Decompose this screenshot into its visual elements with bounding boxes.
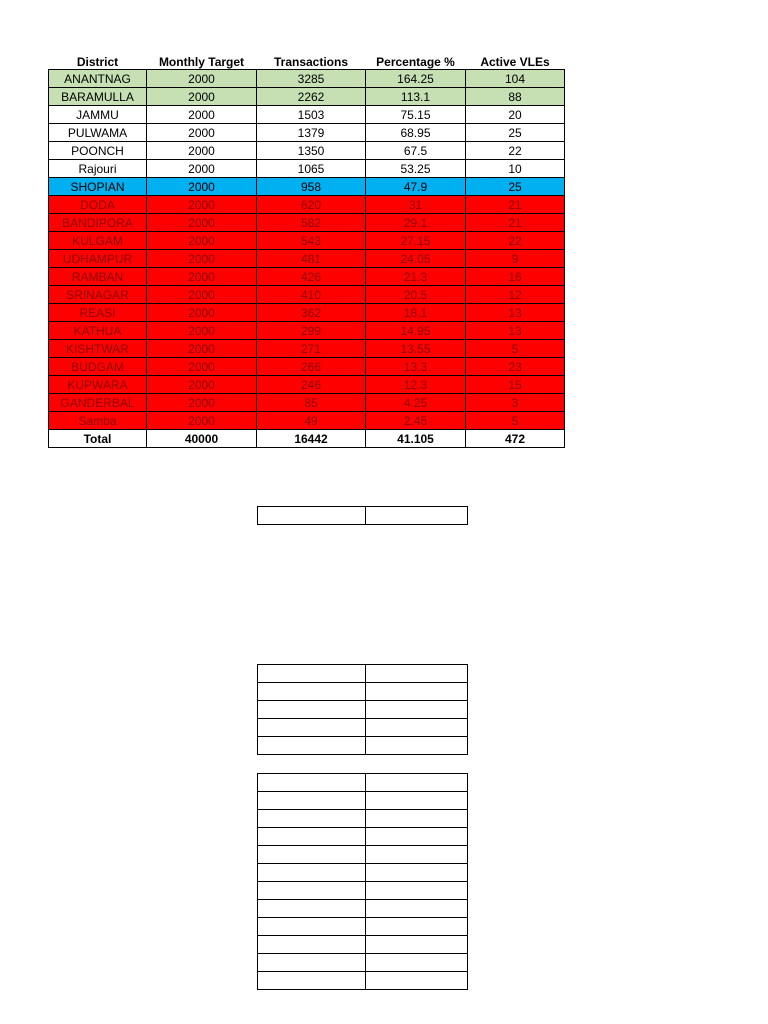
percentage-cell: 20.5 (366, 286, 466, 304)
empty-cell (366, 683, 468, 701)
transactions-cell: 246 (257, 376, 366, 394)
percentage-cell: 24.05 (366, 250, 466, 268)
empty-cell (366, 774, 468, 792)
district-cell: BARAMULLA (49, 88, 147, 106)
target-cell: 2000 (147, 358, 257, 376)
header-district: District (76, 55, 119, 69)
transactions-cell: 410 (257, 286, 366, 304)
empty-grid-row (258, 954, 468, 972)
target-cell: 2000 (147, 376, 257, 394)
empty-grid-row (258, 972, 468, 990)
vles-cell: 22 (466, 232, 565, 250)
transactions-cell: 543 (257, 232, 366, 250)
empty-cell (258, 737, 366, 755)
percentage-cell: 13.3 (366, 358, 466, 376)
vles-cell: 21 (466, 196, 565, 214)
percentage-cell: 31 (366, 196, 466, 214)
target-cell: 2000 (147, 88, 257, 106)
district-cell: KATHUA (49, 322, 147, 340)
vles-cell: 22 (466, 142, 565, 160)
vles-cell: 88 (466, 88, 565, 106)
vles-cell: 3 (466, 394, 565, 412)
target-cell: 2000 (147, 124, 257, 142)
percentage-cell: 2.45 (366, 412, 466, 430)
empty-cell (258, 701, 366, 719)
vles-cell: 9 (466, 250, 565, 268)
empty-grid-row (258, 882, 468, 900)
empty-cell (258, 719, 366, 737)
empty-cell (366, 900, 468, 918)
district-cell: JAMMU (49, 106, 147, 124)
target-cell: 2000 (147, 304, 257, 322)
vles-cell: 25 (466, 178, 565, 196)
table-row (49, 124, 565, 142)
empty-cell (366, 828, 468, 846)
target-cell: 2000 (147, 178, 257, 196)
district-cell: BUDGAM (49, 358, 147, 376)
table-row (49, 250, 565, 268)
empty-cell (366, 972, 468, 990)
transactions-cell: 3285 (257, 70, 366, 88)
vles-cell: 5 (466, 340, 565, 358)
table-body (49, 70, 565, 430)
empty-grid-large (257, 773, 468, 990)
empty-cell (258, 936, 366, 954)
vles-cell: 20 (466, 106, 565, 124)
table-row (49, 178, 565, 196)
transactions-cell: 1350 (257, 142, 366, 160)
vles-cell: 12 (466, 286, 565, 304)
empty-grid-medium (257, 664, 468, 755)
empty-grid-row (258, 864, 468, 882)
empty-cell (258, 828, 366, 846)
target-cell: 2000 (147, 232, 257, 250)
district-cell: SRINAGAR (49, 286, 147, 304)
empty-grid-row (258, 918, 468, 936)
target-cell: 2000 (147, 142, 257, 160)
vles-cell: 13 (466, 322, 565, 340)
target-cell: 2000 (147, 106, 257, 124)
empty-grid-small (257, 506, 468, 525)
target-cell: 2000 (147, 70, 257, 88)
header-monthly-target: Monthly Target (158, 55, 245, 69)
table-row (49, 232, 565, 250)
table-row (49, 412, 565, 430)
empty-cell (258, 774, 366, 792)
empty-cell (366, 846, 468, 864)
transactions-cell: 271 (257, 340, 366, 358)
percentage-cell: 47.9 (366, 178, 466, 196)
empty-cell (366, 882, 468, 900)
empty-grid-row (258, 936, 468, 954)
target-cell: 2000 (147, 214, 257, 232)
empty-grid-row (258, 683, 468, 701)
empty-cell (258, 864, 366, 882)
total-percentage: 41.105 (366, 430, 466, 448)
transactions-cell: 85 (257, 394, 366, 412)
vles-cell: 16 (466, 268, 565, 286)
district-cell: DODA (49, 196, 147, 214)
table-row (49, 196, 565, 214)
district-cell: GANDERBAL (49, 394, 147, 412)
district-cell: UDHAMPUR (49, 250, 147, 268)
empty-cell (258, 954, 366, 972)
empty-cell (366, 936, 468, 954)
empty-grid-row (258, 900, 468, 918)
empty-grid-row (258, 810, 468, 828)
empty-cell (366, 792, 468, 810)
total-transactions: 16442 (257, 430, 366, 448)
total-label: Total (49, 430, 147, 448)
percentage-cell: 13.55 (366, 340, 466, 358)
table-row (49, 214, 565, 232)
target-cell: 2000 (147, 322, 257, 340)
empty-grid-row (258, 507, 468, 525)
transactions-cell: 1379 (257, 124, 366, 142)
table-row (49, 88, 565, 106)
table-row (49, 304, 565, 322)
district-cell: KUPWARA (49, 376, 147, 394)
total-row (49, 430, 565, 448)
district-cell: SHOPIAN (49, 178, 147, 196)
district-cell: KISHTWAR (49, 340, 147, 358)
transactions-cell: 362 (257, 304, 366, 322)
transactions-cell: 1065 (257, 160, 366, 178)
district-cell: REASI (49, 304, 147, 322)
empty-grid-row (258, 665, 468, 683)
empty-cell (258, 882, 366, 900)
table-row (49, 376, 565, 394)
district-cell: Rajouri (49, 160, 147, 178)
vles-cell: 21 (466, 214, 565, 232)
percentage-cell: 68.95 (366, 124, 466, 142)
district-cell: POONCH (49, 142, 147, 160)
empty-grid-row (258, 701, 468, 719)
empty-cell (366, 810, 468, 828)
target-cell: 2000 (147, 412, 257, 430)
empty-cell (366, 864, 468, 882)
empty-cell (258, 972, 366, 990)
total-target: 40000 (147, 430, 257, 448)
transactions-cell: 582 (257, 214, 366, 232)
header-transactions: Transactions (273, 55, 349, 69)
empty-cell (258, 846, 366, 864)
empty-grid-row (258, 719, 468, 737)
empty-cell (258, 792, 366, 810)
percentage-cell: 164.25 (366, 70, 466, 88)
empty-cell (366, 737, 468, 755)
district-cell: ANANTNAG (49, 70, 147, 88)
empty-cell (258, 900, 366, 918)
header-row (49, 52, 565, 70)
percentage-cell: 29.1 (366, 214, 466, 232)
target-cell: 2000 (147, 196, 257, 214)
vles-cell: 25 (466, 124, 565, 142)
table-row (49, 70, 565, 88)
table-row (49, 106, 565, 124)
table-row (49, 160, 565, 178)
vles-cell: 10 (466, 160, 565, 178)
vles-cell: 104 (466, 70, 565, 88)
empty-cell (366, 954, 468, 972)
percentage-cell: 18.1 (366, 304, 466, 322)
percentage-cell: 67.5 (366, 142, 466, 160)
empty-cell (366, 918, 468, 936)
transactions-cell: 49 (257, 412, 366, 430)
district-cell: KULGAM (49, 232, 147, 250)
empty-cell (258, 683, 366, 701)
percentage-cell: 14.95 (366, 322, 466, 340)
table-row (49, 286, 565, 304)
transactions-cell: 958 (257, 178, 366, 196)
table-row (49, 142, 565, 160)
table-row (49, 268, 565, 286)
empty-cell (258, 810, 366, 828)
percentage-cell: 27.15 (366, 232, 466, 250)
total-vles: 472 (466, 430, 565, 448)
vles-cell: 5 (466, 412, 565, 430)
transactions-cell: 426 (257, 268, 366, 286)
table-row (49, 394, 565, 412)
district-cell: Samba (49, 412, 147, 430)
percentage-cell: 21.3 (366, 268, 466, 286)
percentage-cell: 113.1 (366, 88, 466, 106)
percentage-cell: 4.25 (366, 394, 466, 412)
target-cell: 2000 (147, 268, 257, 286)
percentage-cell: 12.3 (366, 376, 466, 394)
transactions-cell: 481 (257, 250, 366, 268)
empty-grid-row (258, 737, 468, 755)
empty-grid-row (258, 792, 468, 810)
vles-cell: 13 (466, 304, 565, 322)
district-cell: PULWAMA (49, 124, 147, 142)
empty-cell (258, 665, 366, 683)
transactions-cell: 299 (257, 322, 366, 340)
empty-cell (258, 507, 366, 525)
empty-grid-row (258, 774, 468, 792)
empty-cell (258, 918, 366, 936)
district-transactions-table (48, 52, 565, 448)
table-row (49, 358, 565, 376)
empty-cell (366, 719, 468, 737)
target-cell: 2000 (147, 340, 257, 358)
target-cell: 2000 (147, 394, 257, 412)
district-cell: BANDIPORA (49, 214, 147, 232)
target-cell: 2000 (147, 250, 257, 268)
target-cell: 2000 (147, 286, 257, 304)
percentage-cell: 75.15 (366, 106, 466, 124)
header-percentage: Percentage % (376, 55, 455, 69)
header-active-vles: Active VLEs (480, 55, 550, 69)
transactions-cell: 2262 (257, 88, 366, 106)
percentage-cell: 53.25 (366, 160, 466, 178)
empty-cell (366, 665, 468, 683)
transactions-cell: 620 (257, 196, 366, 214)
table-row (49, 340, 565, 358)
target-cell: 2000 (147, 160, 257, 178)
empty-cell (366, 507, 468, 525)
empty-grid-row (258, 828, 468, 846)
district-cell: RAMBAN (49, 268, 147, 286)
empty-cell (366, 701, 468, 719)
empty-grid-row (258, 846, 468, 864)
vles-cell: 23 (466, 358, 565, 376)
table-row (49, 322, 565, 340)
transactions-cell: 266 (257, 358, 366, 376)
vles-cell: 15 (466, 376, 565, 394)
transactions-cell: 1503 (257, 106, 366, 124)
